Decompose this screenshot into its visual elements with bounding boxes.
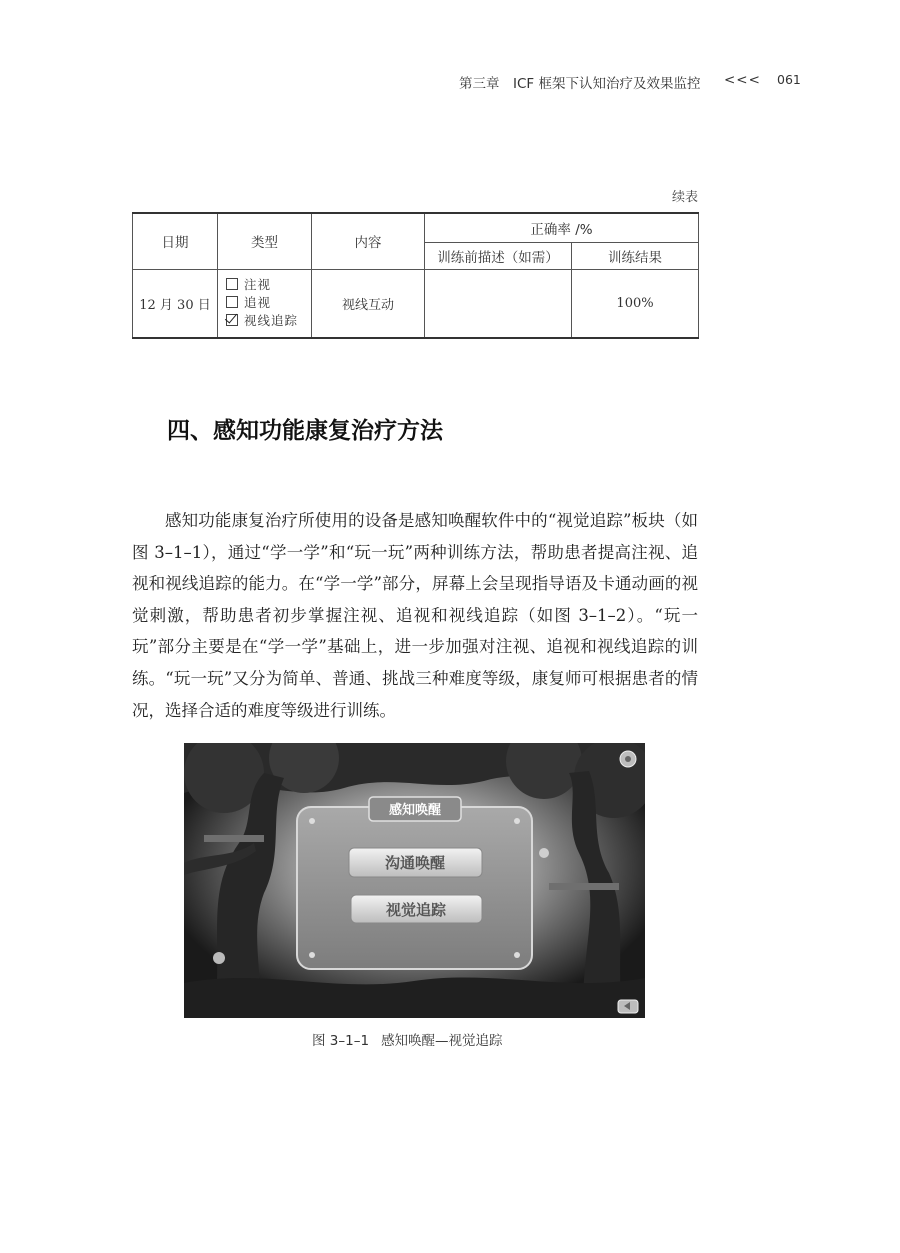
training-record-table xyxy=(132,212,699,339)
type-option-label: 视线追踪 xyxy=(244,313,299,329)
figure-caption xyxy=(312,1029,612,1049)
cell-content: 视线互动 xyxy=(312,269,425,338)
lantern xyxy=(213,952,225,964)
type-option-label: 追视 xyxy=(244,295,272,311)
cell-date: 12 月 30 日 xyxy=(133,269,218,338)
header-content: 内容 xyxy=(312,213,425,269)
running-head-arrows: <<< xyxy=(724,72,761,88)
lantern xyxy=(539,848,549,858)
checkbox-icon xyxy=(226,296,238,308)
figure-number: 图 3–1–1 xyxy=(312,1033,370,1049)
page-number: 061 xyxy=(777,72,801,87)
table-continued-label: 续表 xyxy=(671,190,698,205)
forest-floor xyxy=(184,978,645,1018)
panel-rivet xyxy=(309,952,315,958)
panel-rivet xyxy=(309,818,315,824)
communication-wake-label: 沟通唤醒 xyxy=(384,854,446,872)
checked-checkbox-icon xyxy=(226,314,238,326)
running-head xyxy=(459,72,799,92)
cell-type xyxy=(218,269,312,338)
header-result: 训练结果 xyxy=(572,242,699,269)
section-heading: 四、感知功能康复治疗方法 xyxy=(167,417,443,444)
type-option xyxy=(226,276,311,294)
back-icon[interactable] xyxy=(618,1000,638,1013)
wooden-ledge xyxy=(204,835,264,842)
cell-result: 100% xyxy=(572,269,699,338)
panel-rivet xyxy=(514,818,520,824)
panel-rivet xyxy=(514,952,520,958)
figure-caption-text: 感知唤醒—视觉追踪 xyxy=(381,1033,503,1049)
menu-panel xyxy=(297,807,532,969)
cell-pre-description xyxy=(425,269,572,338)
communication-wake-button[interactable] xyxy=(349,848,482,877)
header-type: 类型 xyxy=(218,213,312,269)
type-option xyxy=(226,312,311,330)
panel-title: 感知唤醒 xyxy=(388,803,442,818)
forest-menu-illustration xyxy=(184,743,645,1018)
visual-tracking-button[interactable] xyxy=(351,895,482,923)
table-row xyxy=(133,269,699,338)
visual-tracking-label: 视觉追踪 xyxy=(385,901,447,919)
type-option-label: 注视 xyxy=(244,277,272,293)
settings-icon[interactable] xyxy=(620,751,636,767)
header-pre-description: 训练前描述（如需） xyxy=(425,242,572,269)
chapter-title: 第三章 ICF 框架下认知治疗及效果监控 xyxy=(459,76,701,92)
checkbox-icon xyxy=(226,278,238,290)
header-accuracy: 正确率 /% xyxy=(425,213,699,242)
header-date: 日期 xyxy=(133,213,218,269)
app-screenshot-figure xyxy=(184,743,645,1018)
body-paragraph: 感知功能康复治疗所使用的设备是感知唤醒软件中的“视觉追踪”板块（如图 3–1–1），通过“学一学”和“玩一玩”两种训练方法，帮助患者提高注视、追视和视线追踪的能力。在“学一学”部分，屏幕上会呈现指导语及卡通动画的视觉刺激，帮助患者初步掌握注视、追视和视线追踪（如图 3–1–2）。“玩一玩”部分主要是在“学一学”基础上，进一步加强对注视、追视和视线追踪的训练。“玩一玩”又分为简单、普通、挑战三种难度等级，康复师可根据患者的情况，选择合适的难度等级进行训练。 xyxy=(132,511,698,720)
wooden-ledge xyxy=(549,883,619,890)
type-option xyxy=(226,294,311,312)
